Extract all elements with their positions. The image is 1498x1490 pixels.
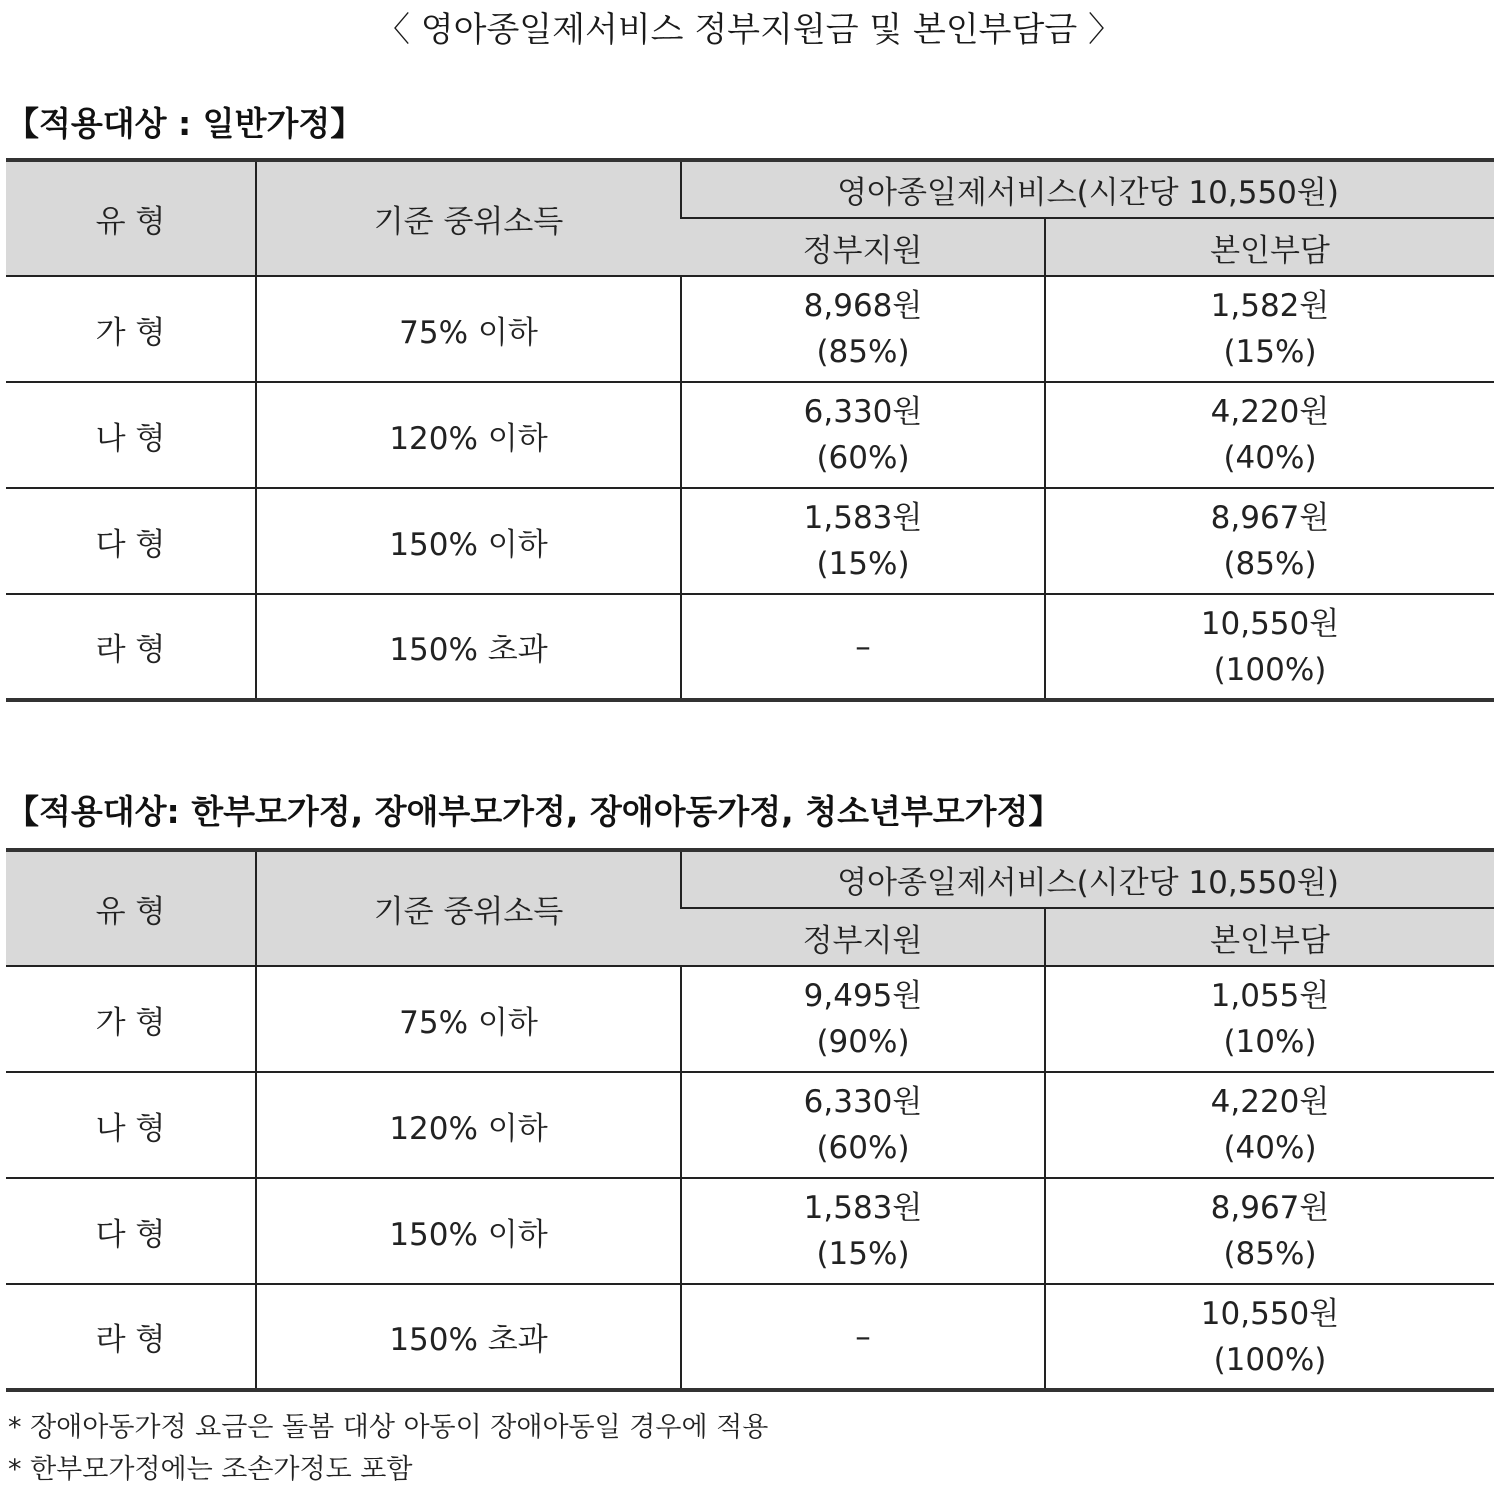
header-gov: 정부지원 [681,218,1045,276]
income-cell: 150% 이하 [256,1178,681,1284]
gov-cell [681,1178,1045,1284]
gov-amount: – [855,1318,871,1355]
fee-table-general [6,158,1494,702]
header-income: 기준 중위소득 [256,850,681,966]
self-percent: (85%) [1223,1236,1317,1272]
type-cell: 가 형 [6,966,256,1072]
table-row [6,594,1494,700]
header-type: 유 형 [6,160,256,276]
self-amount: 1,055원 [1210,978,1330,1014]
gov-percent: (60%) [816,440,910,476]
table-row [6,1178,1494,1284]
header-type: 유 형 [6,850,256,966]
self-amount: 8,967원 [1210,1190,1330,1226]
type-cell: 다 형 [6,1178,256,1284]
gov-percent: (15%) [816,546,910,582]
table-row [6,488,1494,594]
self-amount: 10,550원 [1200,605,1340,642]
self-cell [1045,1284,1494,1390]
self-percent: (100%) [1213,651,1327,688]
self-cell [1045,1072,1494,1178]
self-percent: (10%) [1223,1024,1317,1060]
header-income: 기준 중위소득 [256,160,681,276]
self-cell [1045,382,1494,488]
header-gov: 정부지원 [681,908,1045,966]
income-cell: 150% 이하 [256,488,681,594]
self-amount: 8,967원 [1210,500,1330,536]
self-percent: (85%) [1223,546,1317,582]
self-cell [1045,488,1494,594]
header-service: 영아종일제서비스(시간당 10,550원) [681,850,1494,908]
income-cell: 150% 초과 [256,594,681,700]
self-percent: (40%) [1223,1130,1317,1166]
gov-amount: 1,583원 [803,1190,923,1226]
gov-cell [681,966,1045,1072]
header-self: 본인부담 [1045,908,1494,966]
gov-percent: (90%) [816,1024,910,1060]
section-heading-special: 【적용대상: 한부모가정, 장애부모가정, 장애아동가정, 청소년부모가정】 [6,792,1062,831]
type-cell: 나 형 [6,382,256,488]
self-amount: 4,220원 [1210,1084,1330,1120]
type-cell: 라 형 [6,1284,256,1390]
gov-cell [681,488,1045,594]
income-cell: 120% 이하 [256,1072,681,1178]
self-amount: 1,582원 [1210,288,1330,324]
gov-cell [681,276,1045,382]
gov-cell [681,1072,1045,1178]
gov-percent: (15%) [816,1236,910,1272]
gov-amount: 8,968원 [803,288,923,324]
self-percent: (15%) [1223,334,1317,370]
income-cell: 150% 초과 [256,1284,681,1390]
table-row [6,382,1494,488]
type-cell: 다 형 [6,488,256,594]
gov-amount: 6,330원 [803,394,923,430]
gov-amount: 1,583원 [803,500,923,536]
self-cell [1045,966,1494,1072]
self-amount: 10,550원 [1200,1295,1340,1332]
table-row [6,966,1494,1072]
footnote-disabled-child: * 장애아동가정 요금은 돌봄 대상 아동이 장애아동일 경우에 적용 [8,1412,769,1443]
document-title: 〈 영아종일제서비스 정부지원금 및 본인부담금 〉 [375,10,1123,50]
type-cell: 나 형 [6,1072,256,1178]
gov-cell [681,1284,1045,1390]
income-cell: 75% 이하 [256,276,681,382]
gov-amount: 9,495원 [803,978,923,1014]
header-service: 영아종일제서비스(시간당 10,550원) [681,160,1494,218]
self-cell [1045,1178,1494,1284]
table-row [6,1284,1494,1390]
section-heading-general: 【적용대상 : 일반가정】 [6,104,364,143]
gov-amount: – [855,628,871,665]
type-cell: 라 형 [6,594,256,700]
gov-amount: 6,330원 [803,1084,923,1120]
gov-cell [681,594,1045,700]
fee-table-special [6,848,1494,1392]
self-cell [1045,594,1494,700]
income-cell: 120% 이하 [256,382,681,488]
gov-percent: (85%) [816,334,910,370]
self-percent: (100%) [1213,1341,1327,1378]
table-row [6,1072,1494,1178]
self-percent: (40%) [1223,440,1317,476]
gov-cell [681,382,1045,488]
gov-percent: (60%) [816,1130,910,1166]
self-amount: 4,220원 [1210,394,1330,430]
self-cell [1045,276,1494,382]
footnote-single-parent: * 한부모가정에는 조손가정도 포함 [8,1454,413,1485]
type-cell: 가 형 [6,276,256,382]
header-self: 본인부담 [1045,218,1494,276]
table-row [6,276,1494,382]
income-cell: 75% 이하 [256,966,681,1072]
